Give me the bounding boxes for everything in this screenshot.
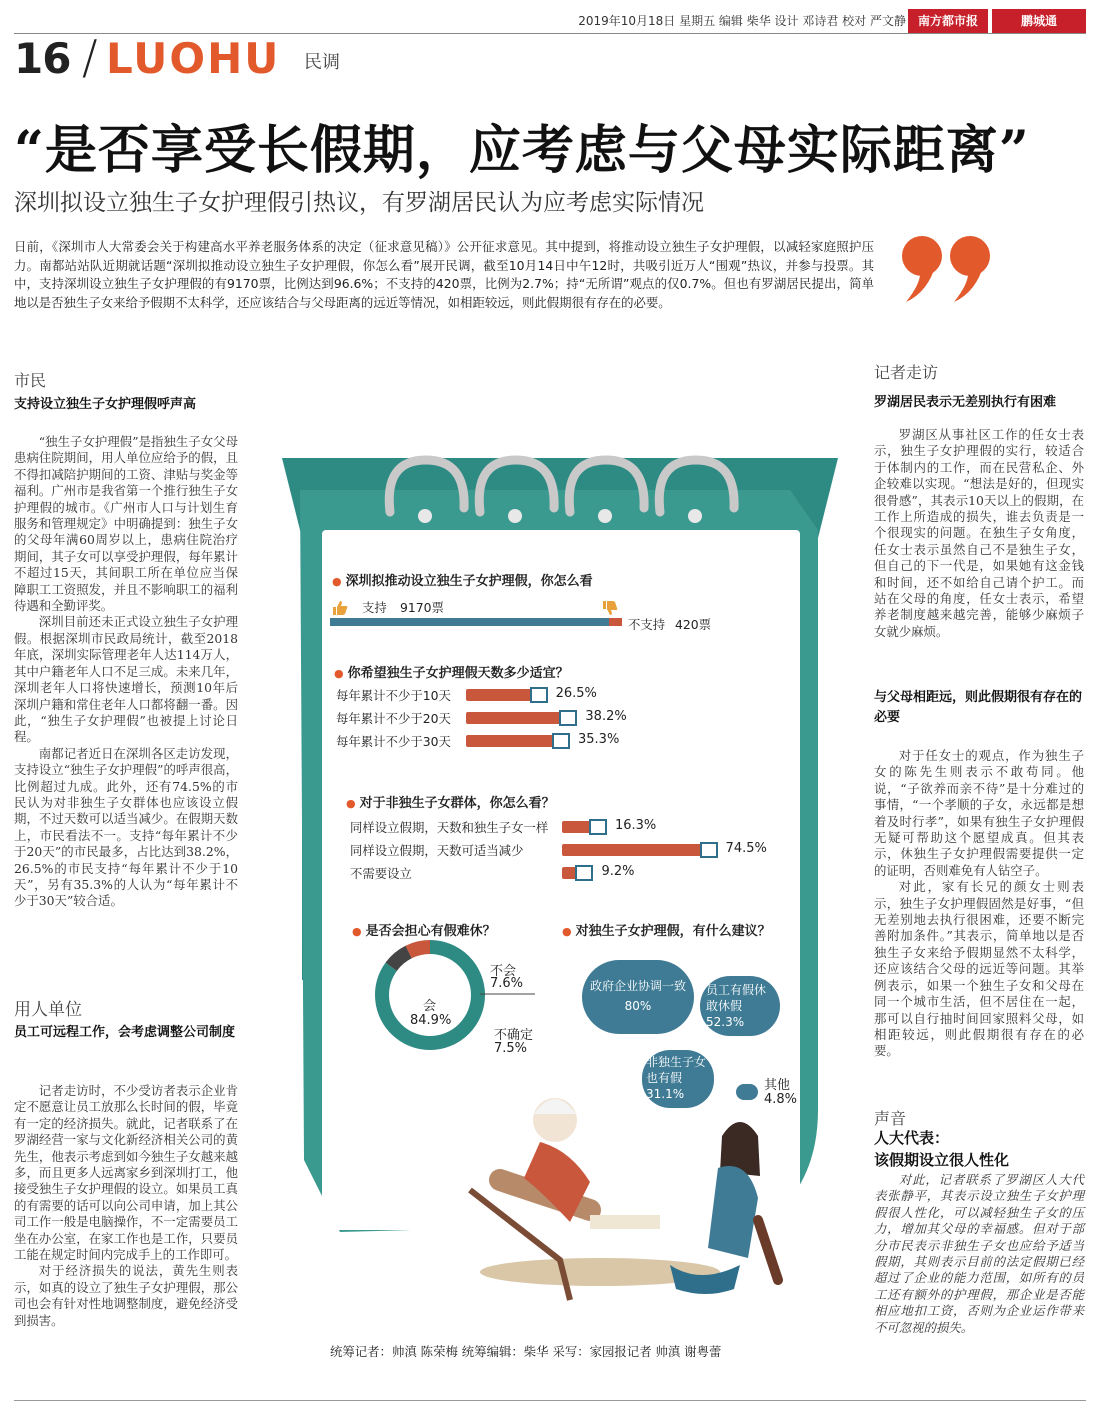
q3-list-value: 74.5% xyxy=(725,841,767,856)
q4-no-label: 不会 xyxy=(490,964,517,979)
partner-logo: 鹏城通 xyxy=(992,9,1086,33)
section-label-reporter: 记者走访 xyxy=(874,363,939,382)
q3-list-bar xyxy=(562,844,704,856)
q1-support-votes: 9170票 xyxy=(400,600,444,615)
right-column-text-3 xyxy=(874,1172,1084,1336)
calendar-mark-icon xyxy=(589,819,607,835)
q4-yes-value: 84.9% xyxy=(410,1013,452,1028)
paragraph: 罗湖区从事社区工作的任女士表示，独生子女护理假的实行，较适合于体制内的工作，而在民营私企、外企较难以实现。“想法是好的，但现实很骨感”，其表示10天以上的假期，在工作上所造成的损失，谁去负责是一个很现实的问题。在独生子女角度，任女士表示虽然自己不是独生子女，但自己的下一代是，如果她有这金钱和时间，还不如给自己请个护工。而站在父母的角度，任女士表示，希望养老制度越来越完善，能够少麻烦子女就少麻烦。 xyxy=(874,427,1084,639)
q2-list-label: 每年累计不少于20天 xyxy=(336,711,451,726)
paragraph: 对于经济损失的说法，黄先生则表示，如真的设立了独生子女护理假，那公司也会有针对性地调整制度，避免经济受到损害。 xyxy=(14,1263,238,1328)
q5-bubble-non-only xyxy=(642,1050,714,1108)
column-name: 民调 xyxy=(304,52,340,73)
top-header-bar xyxy=(14,8,1086,34)
headline: “是否享受长假期，应考虑与父母实际距离” xyxy=(14,120,1030,181)
subheadline: 深圳拟设立独生子女护理假引热议，有罗湖居民认为应考虑实际情况 xyxy=(14,190,704,216)
left-column-text-2 xyxy=(14,1083,238,1329)
q3-list-label: 同样设立假期，天数可适当减少 xyxy=(350,843,524,858)
q5-bubble-other-icon xyxy=(736,1084,758,1100)
bottom-rule xyxy=(14,1400,1086,1401)
paragraph: 对此，家有长兄的颜女士则表示，独生子女护理假固然是好事，“但无差别地去执行很困难，还要不断完善附加条件。”其表示，简单地以是否独生子女来给予假期显然不太科学，还应该结合父母的远近等问题。其举例表示，如果一个独生子女和父母在同一个城市生活，但不居住在一起，那可以自行抽时间回家照料父母，如相距较远，则此假期很有存在的必要。 xyxy=(874,879,1084,1059)
thumbs-down-icon xyxy=(602,600,618,614)
section-title-difficulty: 罗湖居民表示无差别执行有困难 xyxy=(874,395,1057,410)
q3-list-value: 16.3% xyxy=(614,818,657,833)
right-column-text-2 xyxy=(874,748,1084,1060)
q5-b2-value: 52.3% xyxy=(706,1015,745,1029)
q4-unsure-label: 不确定 xyxy=(494,1028,534,1043)
calendar-mark-icon xyxy=(552,733,570,749)
right-column-text xyxy=(874,427,1084,640)
section-title-remote-work: 员工可远程工作，会考虑调整公司制度 xyxy=(14,1025,236,1040)
q5-bubble-leave xyxy=(700,976,780,1036)
q5-b4-label: 其他 xyxy=(764,1078,791,1093)
q2-list-bar xyxy=(466,712,563,724)
q1-title: ● 深圳拟推动设立独生子女护理假，你怎么看 xyxy=(332,570,593,589)
q3-list-label: 同样设立假期，天数和独生子女一样 xyxy=(350,820,549,835)
q1-support-fill xyxy=(330,618,609,626)
thumbs-up-icon xyxy=(332,600,348,614)
q3-list-label: 不需要设立 xyxy=(350,866,412,881)
section-title-deputy: 人大代表： xyxy=(874,1129,950,1147)
q2-list-label: 每年累计不少于30天 xyxy=(336,734,451,749)
paragraph: “独生子女护理假”是指独生子女父母患病住院期间，用人单位应给予的假，且不得扣减陪护期间的工资、津贴与奖金等福利。广州市是我省第一个推行独生子女护理假的城市。《广州市人口与计划生育服务和管理规定》中明确提到：独生子女的父母年满60周岁以上，患病住院治疗期间，其子女可以享受护理假，每年累计不超过15天，其间职工所在单位应当保障职工工资照发，并且不影响职工的福利待遇和全勤评奖。 xyxy=(14,434,238,614)
paragraph: 南都记者近日在深圳各区走访发现，支持设立“独生子女护理假”的呼声很高，比例超过九成。此外，还有74.5%的市民认为对非独生子女群体也应该设立假期，不过天数可以适当减少。在假期天数上，市民看法不一。支持“每年累计不少于20天”的市民最多，占比达到38.2%，26.5%的市民支持“每年累计不少于10天”，另有35.3%的人认为“每年累计不少于30天”较合适。 xyxy=(14,745,238,909)
section-name: LUOHU xyxy=(106,34,281,83)
q2-list-value: 26.5% xyxy=(555,686,597,701)
q5-bubble-coordination xyxy=(582,960,694,1034)
section-label-citizens: 市民 xyxy=(14,371,47,390)
q2-title: ● 你希望独生子女护理假天数多少适宜？ xyxy=(334,662,569,681)
calendar-mark-icon xyxy=(575,865,593,881)
calendar-mark-icon xyxy=(700,842,718,858)
q4-unsure-value: 7.5% xyxy=(494,1041,528,1056)
masthead-logo: 南方都市报 xyxy=(908,9,988,33)
survey-infographic xyxy=(270,420,850,1340)
page-number: 16 xyxy=(14,34,71,83)
paragraph: 深圳目前还未正式设立独生子女护理假。根据深圳市民政局统计，截至2018年底，深圳实际管理老年人达114万人，其中户籍老年人口不足三成。未来几年，深圳老年人口将快速增长，预测10年后深圳户籍和常住老年人口都将翻一番。因此，“独生子女护理假”也被提上讨论日程。 xyxy=(14,614,238,745)
q5-b3-value: 31.1% xyxy=(646,1087,685,1101)
q1-bar-track xyxy=(330,618,622,626)
q3-title: ● 对于非独生子女群体，你怎么看？ xyxy=(346,792,555,811)
q1-support-label: 支持 xyxy=(362,600,387,615)
calendar-mark-icon xyxy=(559,710,577,726)
issue-meta: 2019年10月18日 星期五 编辑 柴华 设计 邓诗君 校对 严文静 xyxy=(578,14,906,28)
paragraph: 记者走访时，不少受访者表示企业肯定不愿意让员工放那么长时间的假，毕竟有一定的经济损失。就此，记者联系了在罗湖经营一家与文化新经济相关公司的黄先生，他表示考虑到如今独生子女越来越多，而且更多人远离家乡到深圳打工，他接受独生子女护理假的设立。如果员工真的有需要的话可以向公司申请，加上其公司工作一般是电脑操作，不一定需要员工坐在办公室，在家工作也是工作，只要员工能在规定时间内完成手上的工作即可。 xyxy=(14,1083,238,1263)
paragraph: 对此，记者联系了罗湖区人大代表张静平，其表示设立独生子女护理假很人性化，可以减轻独生子女的压力，增加其父母的幸福感。但对于部分市民表示非独生子女也应给予适当假期，其则表示目前的法定假期已经超过了企业的能力范围，如所有的员工还有额外的护理假，那企业是否能相应地扣工资，否则为企业运作带来不可忽视的损失。 xyxy=(874,1172,1084,1335)
q5-b4-value: 4.8% xyxy=(764,1092,798,1107)
section-title-support: 支持设立独生子女护理假呼声高 xyxy=(14,397,197,412)
q4-no-value: 7.6% xyxy=(490,976,524,991)
q4-title: ● 是否会担心有假难休？ xyxy=(352,920,496,939)
section-title-humane: 该假期设立很人性化 xyxy=(874,1151,1010,1169)
q5-b1-label: 政府企业协调一致 xyxy=(589,979,686,993)
section-title-distance: 与父母相距远，则此假期很有存在的必要 xyxy=(874,690,1083,725)
section-label-voices: 声音 xyxy=(874,1109,907,1128)
q2-list-label: 每年累计不少于10天 xyxy=(336,688,451,703)
q2-list-bar xyxy=(466,689,534,701)
q5-b2-label: 员工有假休敢休假 xyxy=(706,983,767,1013)
q1-oppose-label: 不支持 xyxy=(628,617,666,632)
paragraph: 对于任女士的观点，作为独生子女的陈先生则表示不敢苟同。他说，“子欲养而亲不待”是十分难过的事情，“一个孝顺的子女，永远都是想着及时行孝”，如果有独生子女护理假无疑可帮助这个愿望成真。但其表示，休独生子女护理假需要提供一定的证明，否则难免有人钻空子。 xyxy=(874,748,1084,878)
q5-title: ● 对独生子女护理假，有什么建议？ xyxy=(562,920,771,939)
quote-mark-icon xyxy=(898,230,998,310)
left-column-text xyxy=(14,434,238,910)
section-label-employers: 用人单位 xyxy=(14,1000,82,1020)
q5-b3-label: 非独生子女也有假 xyxy=(646,1055,707,1085)
lead-paragraph: 日前，《深圳市人大常委会关于构建高水平养老服务体系的决定（征求意见稿）》公开征求意见。其中提到，将推动设立独生子女护理假，以减轻家庭照护压力。南都站站队近期就话题“深圳拟推动设立独生子女护理假，你怎么看”展开民调，截至10月14日中午12时，共吸引近万人“围观”热议，并参与投票。其中，支持深圳设立独生子女护理假的有9170票，比例达到96.6%；不支持的420票，比例为2.7%；持“无所谓”观点的仅0.7%。但也有罗湖居民提出，简单地以是否独生子女来给予假期不太科学，还应该结合与父母距离的远近等情况，如相距较远，则此假期很有存在的必要。 xyxy=(14,239,874,310)
q5-b1-value: 80% xyxy=(624,999,652,1013)
q4-yes-label: 会 xyxy=(423,999,437,1014)
q2-list-value: 35.3% xyxy=(578,732,620,747)
q2-list-value: 38.2% xyxy=(585,709,627,724)
credits-line: 统筹记者：帅滇 陈荣梅 统筹编辑：柴华 采写：家园报记者 帅滇 谢粤蕾 xyxy=(330,1344,722,1359)
q2-list-bar xyxy=(466,735,556,747)
q3-list-value: 9.2% xyxy=(601,864,635,879)
page-slash: / xyxy=(82,30,98,84)
calendar-mark-icon xyxy=(530,687,548,703)
q1-oppose-votes: 420票 xyxy=(675,617,712,632)
